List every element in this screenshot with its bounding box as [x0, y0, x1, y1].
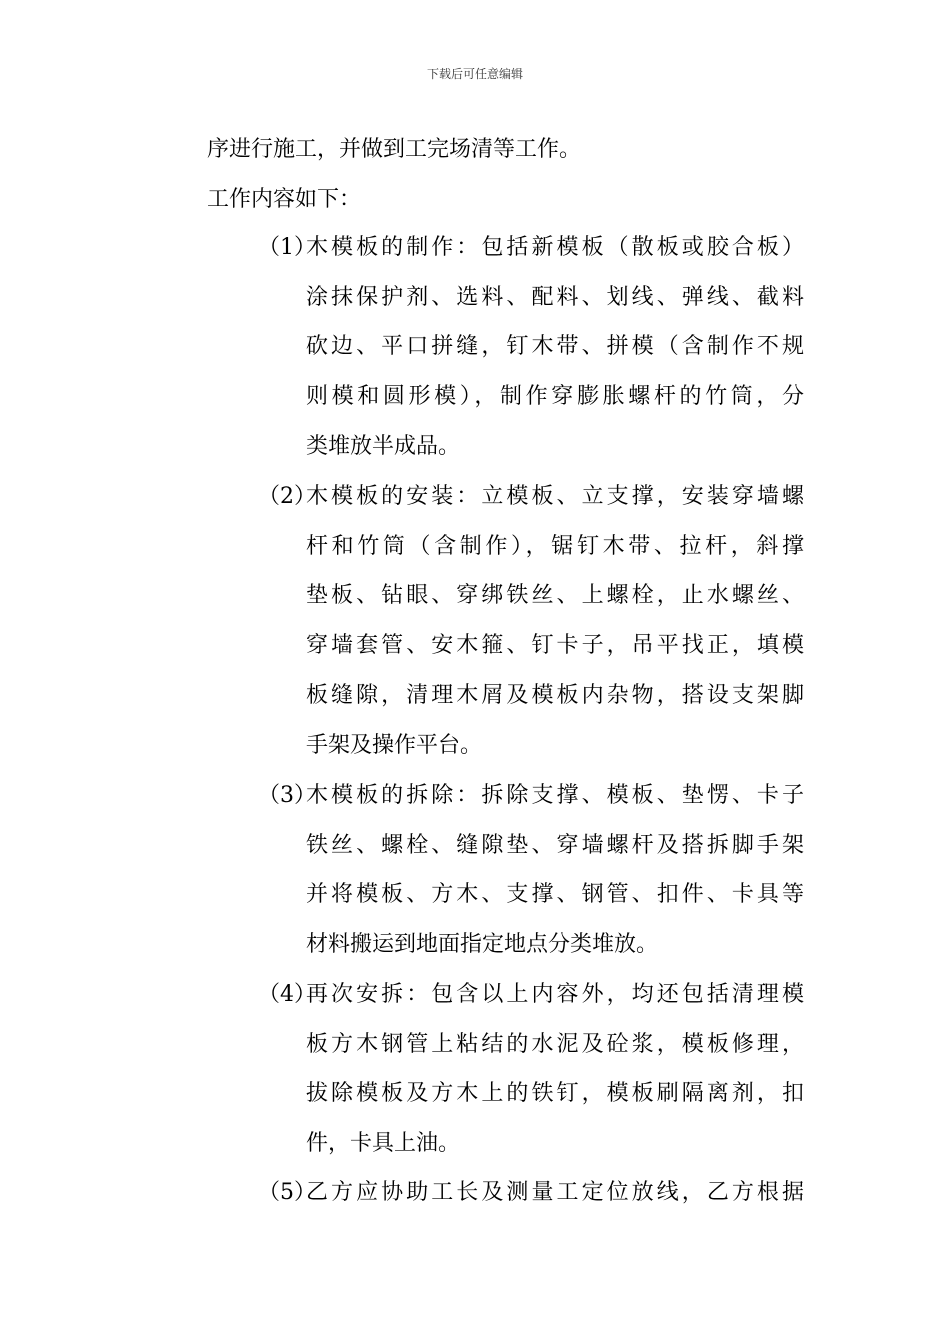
- item-number: （2）: [258, 484, 316, 509]
- item-line: 类堆放半成品。: [306, 433, 461, 459]
- item-line: 涂抹保护剂、选料、配料、划线、弹线、截料: [306, 284, 804, 310]
- item-line: 砍边、平口拼缝，钉木带、拼模（含制作不规: [306, 334, 804, 360]
- intro-line: 序进行施工，并做到工完场清等工作。: [207, 137, 582, 162]
- list-item-1: [258, 223, 818, 472]
- item-line: 垫板、钻眼、穿绑铁丝、上螺栓，止水螺丝、: [306, 583, 804, 609]
- item-number: （3）: [258, 783, 316, 808]
- item-line: 板方木钢管上粘结的水泥及砼浆，模板修理，: [306, 1031, 804, 1057]
- item-number: （5）: [258, 1180, 316, 1205]
- item-number: （1）: [258, 235, 316, 260]
- item-line: 则模和圆形模），制作穿膨胀螺杆的竹筒，分: [306, 384, 804, 410]
- item-line: 再次安拆：包含以上内容外，均还包括清理模: [306, 982, 804, 1007]
- item-line: 件，卡具上油。: [306, 1131, 461, 1157]
- item-line: 木模板的制作：包括新模板（散板或胶合板）: [306, 235, 804, 260]
- item-line: 杆和竹筒（含制作），锯钉木带、拉杆，斜撑: [306, 533, 804, 559]
- item-line: 穿墙套管、安木箍、钉卡子，吊平找正，填模: [306, 633, 804, 659]
- item-line: 手架及操作平台。: [306, 732, 483, 758]
- content-heading: 工作内容如下：: [207, 187, 362, 212]
- item-line: 木模板的拆除：拆除支撑、模板、垫愣、卡子: [306, 783, 804, 808]
- list-item-5: [258, 1168, 818, 1218]
- item-line: 铁丝、螺栓、缝隙垫、穿墙螺杆及搭拆脚手架: [306, 832, 804, 858]
- item-line: 并将模板、方木、支撑、钢管、扣件、卡具等: [306, 882, 804, 908]
- item-line: 材料搬运到地面指定地点分类堆放。: [306, 932, 659, 958]
- list-item-4: [258, 970, 818, 1169]
- item-number: （4）: [258, 982, 316, 1007]
- item-line: 乙方应协助工长及测量工定位放线，乙方根据: [306, 1180, 804, 1205]
- item-line: 木模板的安装：立模板、立支撑，安装穿墙螺: [306, 484, 804, 509]
- item-line: 板缝隙，清理木屑及模板内杂物，搭设支架脚: [306, 682, 804, 708]
- page-header: 下载后可任意编辑: [426, 67, 523, 81]
- item-line: 拔除模板及方木上的铁钉，模板刷隔离剂，扣: [306, 1081, 804, 1107]
- list-item-3: [258, 771, 818, 970]
- list-item-2: [258, 472, 818, 770]
